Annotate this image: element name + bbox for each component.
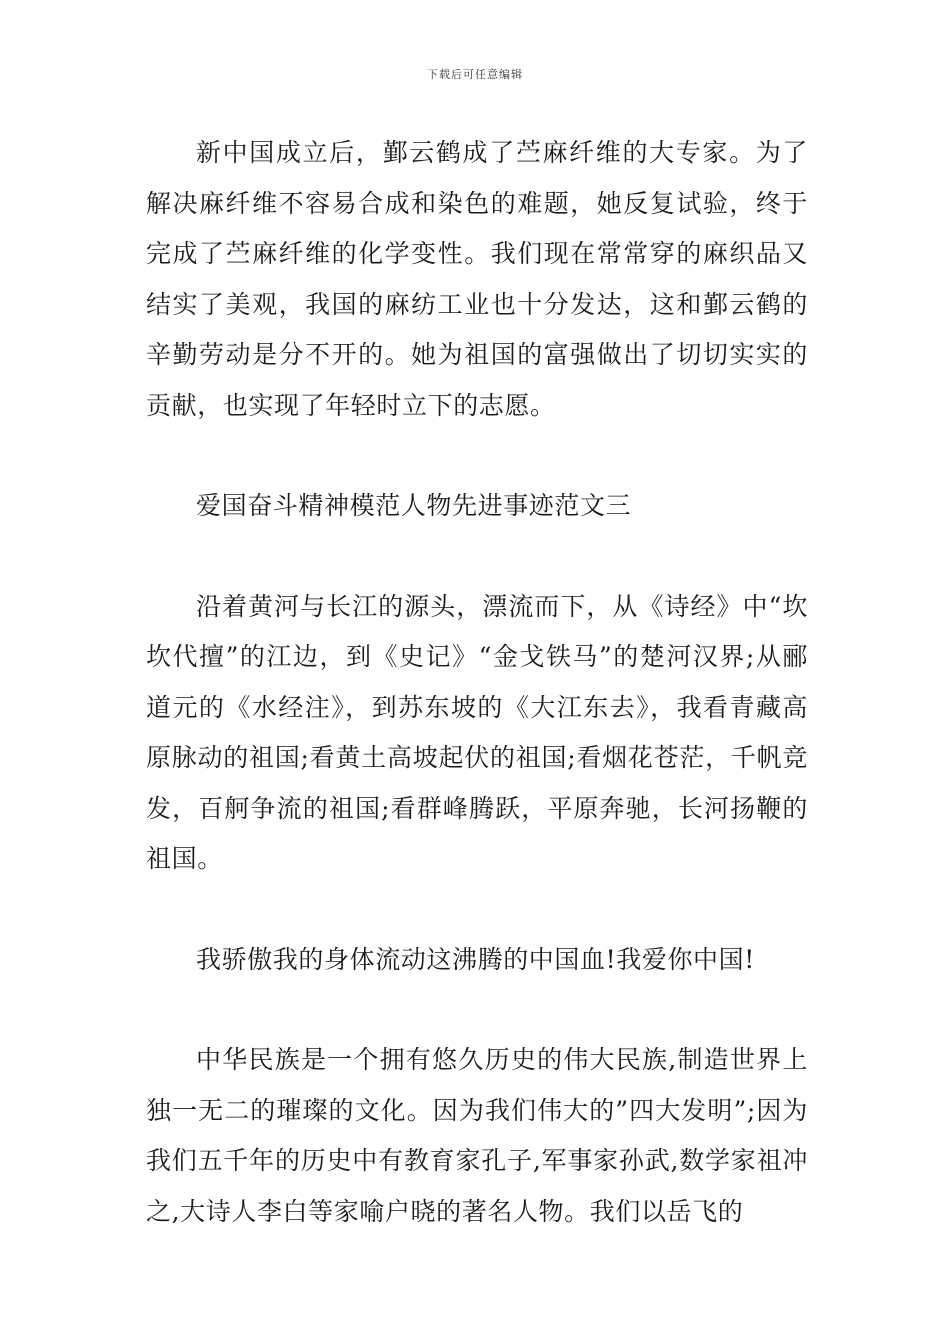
paragraph-4: 中华民族是一个拥有悠久历史的伟大民族,制造世界上独一无二的璀璨的文化。因为我们伟大的”四大发明”;因为我们五千年的历史中有教育家孔子,军事家孙武,数学家祖冲之,大诗人李白等家喻户晓的著名人物。我们以岳飞的 — [146, 1045, 808, 1226]
spacer — [146, 431, 808, 481]
paragraph-2: 沿着黄河与长江的源头，漂流而下，从《诗经》中“坎坎代擅”的江边，到《史记》“金戈铁马”的楚河汉界;从郦道元的《水经注》，到苏东坡的《大江东去》，我看青藏高原脉动的祖国;看黄土高坡起伏的祖国;看烟花苍茫，千帆竞发，百舸争流的祖国;看群峰腾跃，平原奔驰，长河扬鞭的祖国。 — [146, 591, 808, 873]
section-heading: 爱国奋斗精神模范人物先进事迹范文三 — [196, 491, 632, 520]
document-body — [146, 128, 808, 1237]
paragraph-3: 我骄傲我的身体流动这沸腾的中国血!我爱你中国! — [196, 944, 755, 974]
spacer — [146, 985, 808, 1035]
spacer — [146, 885, 808, 935]
paragraph-1: 新中国成立后，鄞云鹤成了苎麻纤维的大专家。为了解决麻纤维不容易合成和染色的难题，她反复试验，终于完成了苎麻纤维的化学变性。我们现在常常穿的麻织品又结实了美观，我国的麻纺工业也十分发达，这和鄞云鹤的辛勤劳动是分不开的。她为祖国的富强做出了切切实实的贡献，也实现了年轻时立下的志愿。 — [146, 138, 808, 420]
page-header: 下载后可任意编辑 — [427, 68, 523, 81]
spacer — [146, 532, 808, 582]
